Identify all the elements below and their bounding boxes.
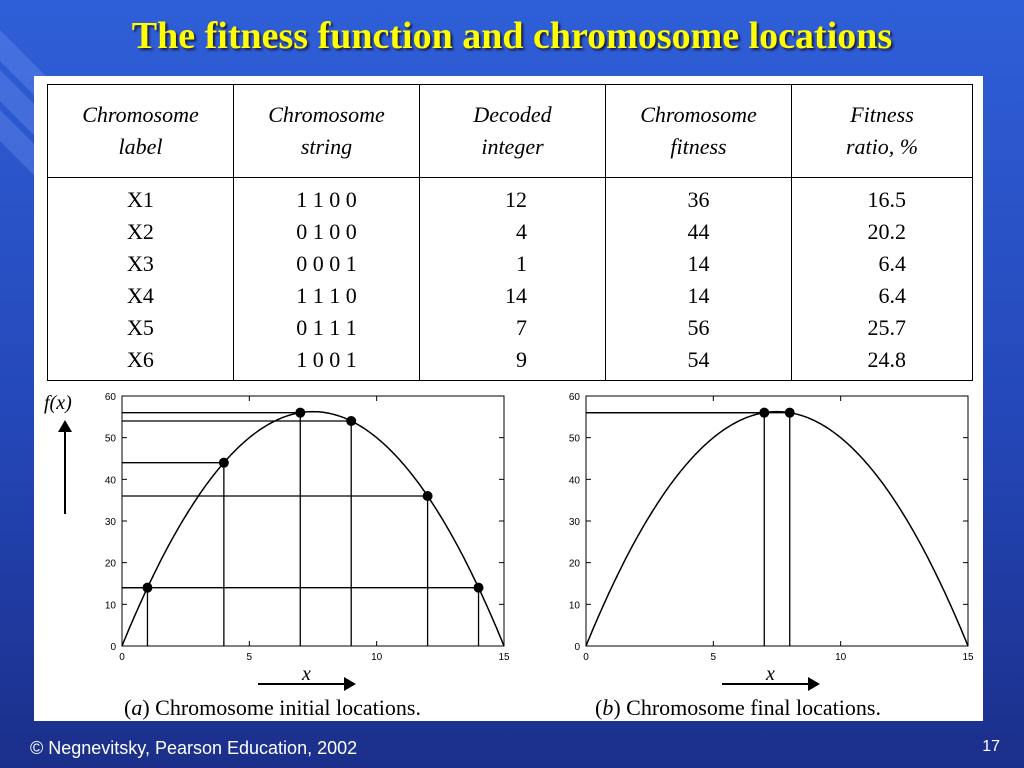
- table-cell: 54: [606, 344, 792, 381]
- chromosome-point: [785, 408, 795, 418]
- table-cell: 16.5: [792, 178, 973, 217]
- footer-copyright: © Negnevitsky, Pearson Education, 2002: [30, 738, 358, 758]
- y-tick-label: 30: [104, 517, 116, 528]
- caption-a: (a) Chromosome initial locations.: [124, 695, 421, 720]
- content-panel: [34, 76, 983, 721]
- table-cell: 6.4: [792, 280, 973, 312]
- y-tick-label: 0: [110, 642, 116, 653]
- y-tick-label: 30: [568, 517, 580, 528]
- table-header-row: [48, 85, 973, 178]
- caption-a-text: Chromosome initial locations.: [155, 695, 421, 720]
- table-cell: 20.2: [792, 216, 973, 248]
- x-tick-label: 10: [835, 652, 847, 663]
- table-cell: X3: [48, 248, 234, 280]
- chromosome-point: [474, 583, 484, 593]
- table-row: [48, 216, 973, 248]
- table-cell: 0 1 1 1: [234, 312, 420, 344]
- table-cell: 44: [606, 216, 792, 248]
- y-tick-label: 10: [568, 600, 580, 612]
- plot-frame: [122, 396, 504, 646]
- chromosome-point: [219, 458, 229, 468]
- table-cell: X1: [48, 178, 234, 217]
- y-tick-label: 20: [104, 558, 116, 570]
- y-tick-label: 40: [568, 475, 580, 487]
- table-cell: 1 1 0 0: [234, 178, 420, 217]
- table-cell: 6.4: [792, 248, 973, 280]
- x-axis-label-b: x: [766, 663, 775, 685]
- caption-b-text: Chromosome final locations.: [626, 695, 881, 720]
- y-tick-label: 60: [568, 392, 580, 403]
- chart-final-locations: [558, 386, 988, 668]
- table-cell: 14: [606, 280, 792, 312]
- table-cell: 14: [606, 248, 792, 280]
- y-tick-label: 40: [104, 475, 116, 487]
- table-cell: 0 1 0 0: [234, 216, 420, 248]
- table-row: [48, 178, 973, 217]
- table-cell: 36: [606, 178, 792, 217]
- table-cell: X5: [48, 312, 234, 344]
- x-tick-label: 10: [371, 652, 383, 663]
- table-cell: 1 1 1 0: [234, 280, 420, 312]
- x-tick-label: 0: [119, 652, 125, 663]
- y-tick-label: 20: [568, 558, 580, 570]
- table-row: [48, 248, 973, 280]
- header-chromosome-label: Chromosome label: [48, 85, 234, 178]
- table-cell: 7: [420, 312, 606, 344]
- chart-initial-locations: [94, 386, 524, 668]
- table-row: [48, 280, 973, 312]
- fitness-curve: [586, 412, 968, 646]
- page-number: 17: [982, 738, 1000, 755]
- table-body: [48, 178, 973, 381]
- slide-title: The fitness function and chromosome locations: [131, 15, 893, 57]
- chromosome-point: [423, 491, 433, 501]
- table-cell: 25.7: [792, 312, 973, 344]
- x-tick-label: 5: [246, 652, 253, 663]
- fx-label: f(x): [44, 392, 72, 414]
- plot-frame: [586, 396, 968, 646]
- x-axis-label-a: x: [302, 663, 311, 685]
- table-cell: 24.8: [792, 344, 973, 381]
- x-right-arrow-a: [258, 676, 358, 692]
- table-cell: 12: [420, 178, 606, 217]
- caption-a-label: a: [131, 695, 143, 720]
- chromosome-point: [295, 408, 305, 418]
- header-fitness-ratio: Fitness ratio, %: [792, 85, 973, 178]
- table-cell: 56: [606, 312, 792, 344]
- header-decoded-integer: Decoded integer: [420, 85, 606, 178]
- y-tick-label: 0: [574, 642, 580, 653]
- table-cell: 1 0 0 1: [234, 344, 420, 381]
- table-cell: X4: [48, 280, 234, 312]
- table-row: [48, 312, 973, 344]
- y-tick-label: 50: [104, 433, 116, 445]
- chromosome-point: [346, 416, 356, 426]
- header-chromosome-string: Chromosome string: [234, 85, 420, 178]
- x-right-arrow-b: [722, 676, 822, 692]
- table-cell: 0 0 0 1: [234, 248, 420, 280]
- table-cell: 9: [420, 344, 606, 381]
- table-cell: 1: [420, 248, 606, 280]
- caption-b: (b) Chromosome final locations.: [595, 695, 881, 720]
- caption-b-label: b: [602, 695, 614, 720]
- x-tick-label: 5: [710, 652, 717, 663]
- table-cell: X2: [48, 216, 234, 248]
- x-tick-label: 15: [962, 652, 974, 663]
- y-tick-label: 50: [568, 433, 580, 445]
- fx-up-arrow: [58, 420, 72, 516]
- y-tick-label: 60: [104, 392, 116, 403]
- header-chromosome-fitness: Chromosome fitness: [606, 85, 792, 178]
- x-tick-label: 15: [498, 652, 510, 663]
- x-tick-label: 0: [583, 652, 589, 663]
- table-cell: 14: [420, 280, 606, 312]
- fitness-curve: [122, 412, 504, 646]
- chromosome-table: [47, 84, 973, 381]
- table-row: [48, 344, 973, 381]
- y-tick-label: 10: [104, 600, 116, 612]
- table-cell: 4: [420, 216, 606, 248]
- table-cell: X6: [48, 344, 234, 381]
